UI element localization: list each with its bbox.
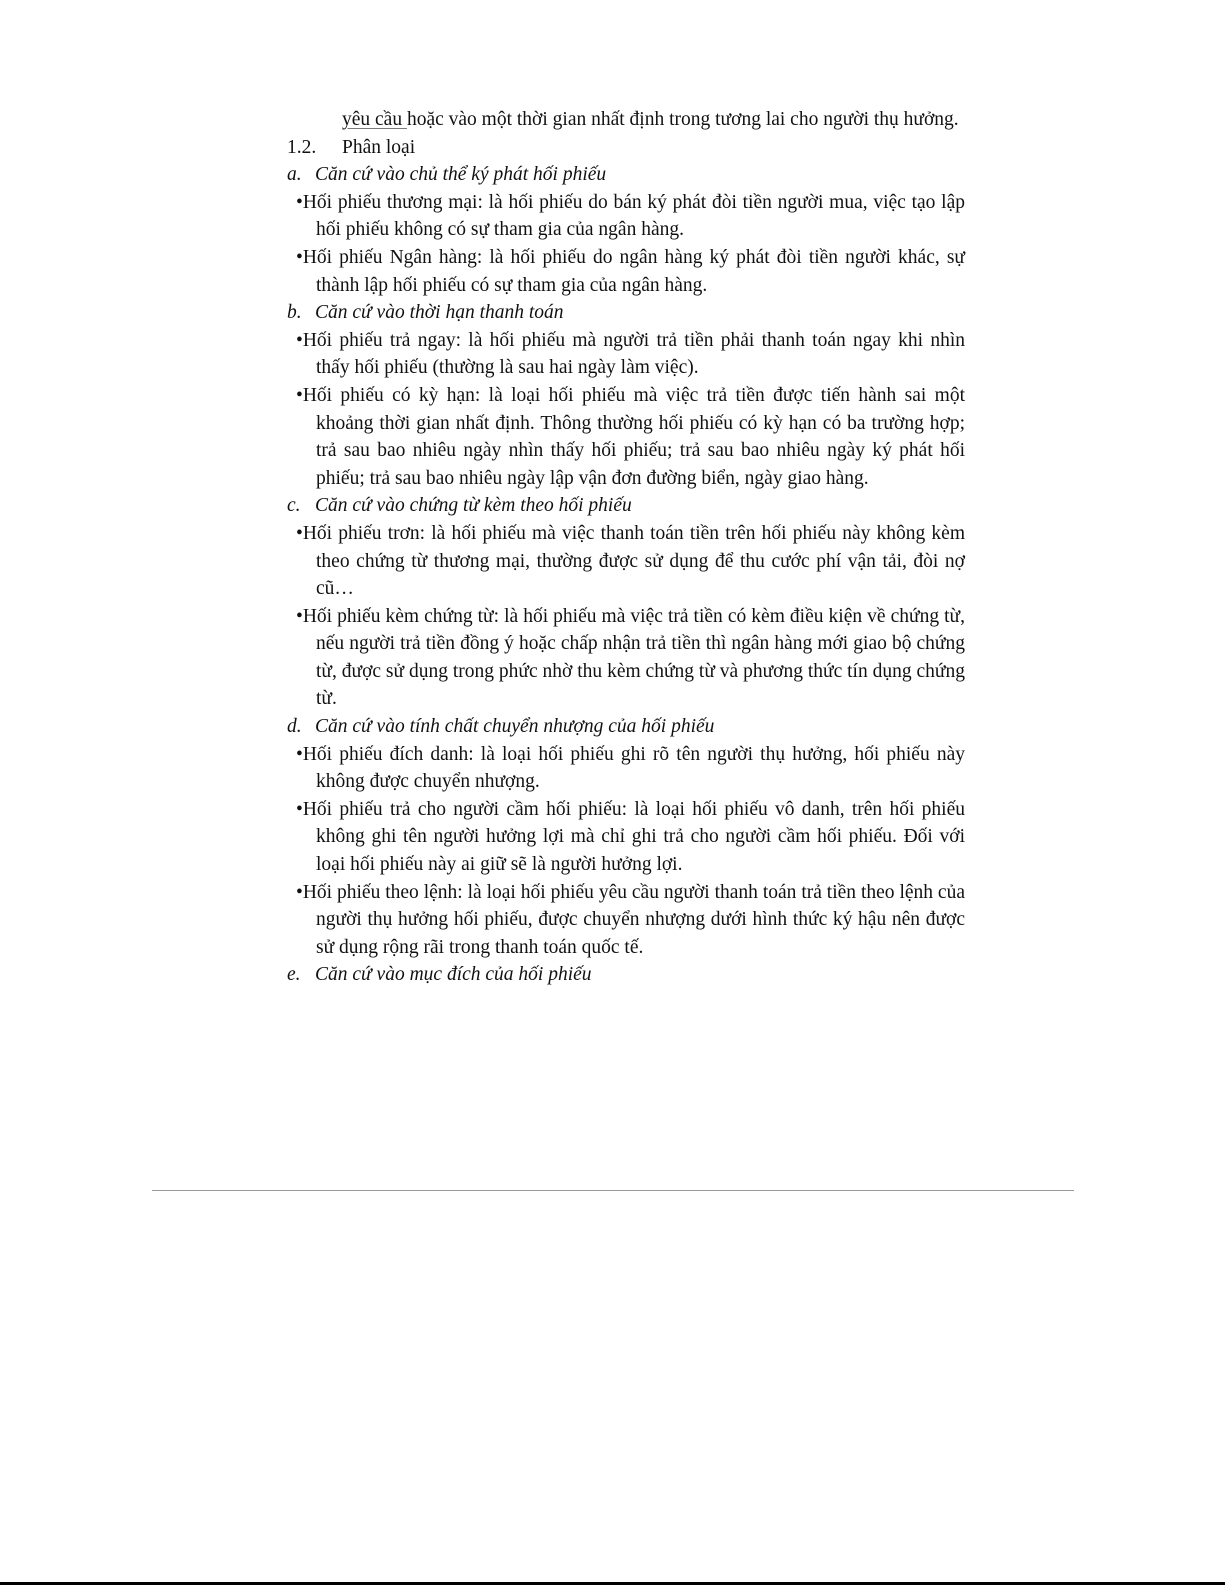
intro-underlined-text: yêu cầu <box>342 109 407 130</box>
document-body <box>287 106 965 989</box>
intro-paragraph <box>287 106 965 134</box>
subsection-letter: d. <box>287 716 302 738</box>
subsection-letter: e. <box>287 964 301 986</box>
subsection-letter: a. <box>287 164 302 186</box>
bullet-text: Hối phiếu thương mại: là hối phiếu do bán ký phát đòi tiền người mua, việc tạo lập hối phiếu không có sự tham gia của ngân hàng. <box>302 191 965 241</box>
bullet-text: Hối phiếu trả ngay: là hối phiếu mà người trả tiền phải thanh toán ngay khi nhìn thấy hối phiếu (thường là sau hai ngày làm việc). <box>302 329 965 379</box>
page-separator <box>152 1190 1074 1191</box>
bullet-text: Hối phiếu theo lệnh: là loại hối phiếu yêu cầu người thanh toán trả tiền theo lệnh của người thụ hưởng hối phiếu, được chuyển nhượng dưới hình thức ký hậu nên được sử dụng rộng rãi trong thanh toán quốc tế. <box>302 881 965 958</box>
bullet-item <box>287 327 965 382</box>
subsection-title: Căn cứ vào thời hạn thanh toán <box>315 302 564 324</box>
bullet-item <box>287 796 965 879</box>
section-title: Phân loại <box>342 136 416 158</box>
bullet-item <box>287 603 965 713</box>
bullet-text: Hối phiếu đích danh: là loại hối phiếu ghi rõ tên người thụ hưởng, hối phiếu này không được chuyển nhượng. <box>302 743 965 793</box>
bullet-item <box>287 244 965 299</box>
subsection-letter: b. <box>287 302 302 324</box>
bullet-icon: • <box>296 605 303 627</box>
bullet-text: Hối phiếu trơn: là hối phiếu mà việc thanh toán tiền trên hối phiếu này không kèm theo chứng từ thương mại, thường được sử dụng để thu cước phí vận tải, đòi nợ cũ… <box>302 522 965 600</box>
bullet-icon: • <box>296 191 303 213</box>
subsection-title: Căn cứ vào mục đích của hối phiếu <box>315 964 592 986</box>
bullet-icon: • <box>296 522 303 544</box>
bullet-icon: • <box>296 881 303 903</box>
classification-groups <box>287 161 965 989</box>
bullet-icon: • <box>296 246 303 268</box>
section-heading <box>287 134 965 162</box>
bullet-text: Hối phiếu trả cho người cầm hối phiếu: là loại hối phiếu vô danh, trên hối phiếu không ghi tên người hưởng lợi mà chỉ ghi trả cho người cầm hối phiếu. Đối với loại hối phiếu này ai giữ sẽ là người hưởng lợi. <box>302 798 965 876</box>
bullet-text: Hối phiếu Ngân hàng: là hối phiếu do ngân hàng ký phát đòi tiền người khác, sự thành lập hối phiếu có sự tham gia của ngân hàng. <box>302 246 965 296</box>
bullet-icon: • <box>296 329 303 351</box>
bullet-item <box>287 879 965 962</box>
intro-text: hoặc vào một thời gian nhất định trong tương lai cho người thụ hưởng. <box>406 109 959 130</box>
bullet-icon: • <box>296 384 303 406</box>
bullet-icon: • <box>296 798 303 820</box>
bullet-text: Hối phiếu có kỳ hạn: là loại hối phiếu mà việc trả tiền được tiến hành sai một khoảng thời gian nhất định. Thông thường hối phiếu có kỳ hạn có ba trường hợp; trả sau bao nhiêu ngày nhìn thấy hối phiếu; trả sau bao nhiêu ngày ký phát hối phiếu; trả sau bao nhiêu ngày lập vận đơn đường biển, ngày giao hàng. <box>302 384 965 489</box>
bullet-item <box>287 520 965 603</box>
subsection-heading <box>287 161 965 189</box>
subsection-heading <box>287 492 965 520</box>
subsection-heading <box>287 961 965 989</box>
bullet-icon: • <box>296 743 303 765</box>
subsection-title: Căn cứ vào chủ thể ký phát hối phiếu <box>315 164 607 186</box>
bullet-item <box>287 189 965 244</box>
bullet-item <box>287 382 965 492</box>
subsection-title: Căn cứ vào chứng từ kèm theo hối phiếu <box>315 495 632 517</box>
bullet-item <box>287 741 965 796</box>
section-number: 1.2. <box>287 136 317 158</box>
subsection-letter: c. <box>287 495 301 517</box>
subsection-title: Căn cứ vào tính chất chuyển nhượng của hối phiếu <box>315 716 715 738</box>
subsection-heading <box>287 713 965 741</box>
bullet-text: Hối phiếu kèm chứng từ: là hối phiếu mà việc trả tiền có kèm điều kiện về chứng từ, nếu người trả tiền đồng ý hoặc chấp nhận trả tiền thì ngân hàng mới giao bộ chứng từ, được sử dụng trong phức nhờ thu kèm chứng từ và phương thức tín dụng chứng từ. <box>302 605 965 710</box>
subsection-heading <box>287 299 965 327</box>
